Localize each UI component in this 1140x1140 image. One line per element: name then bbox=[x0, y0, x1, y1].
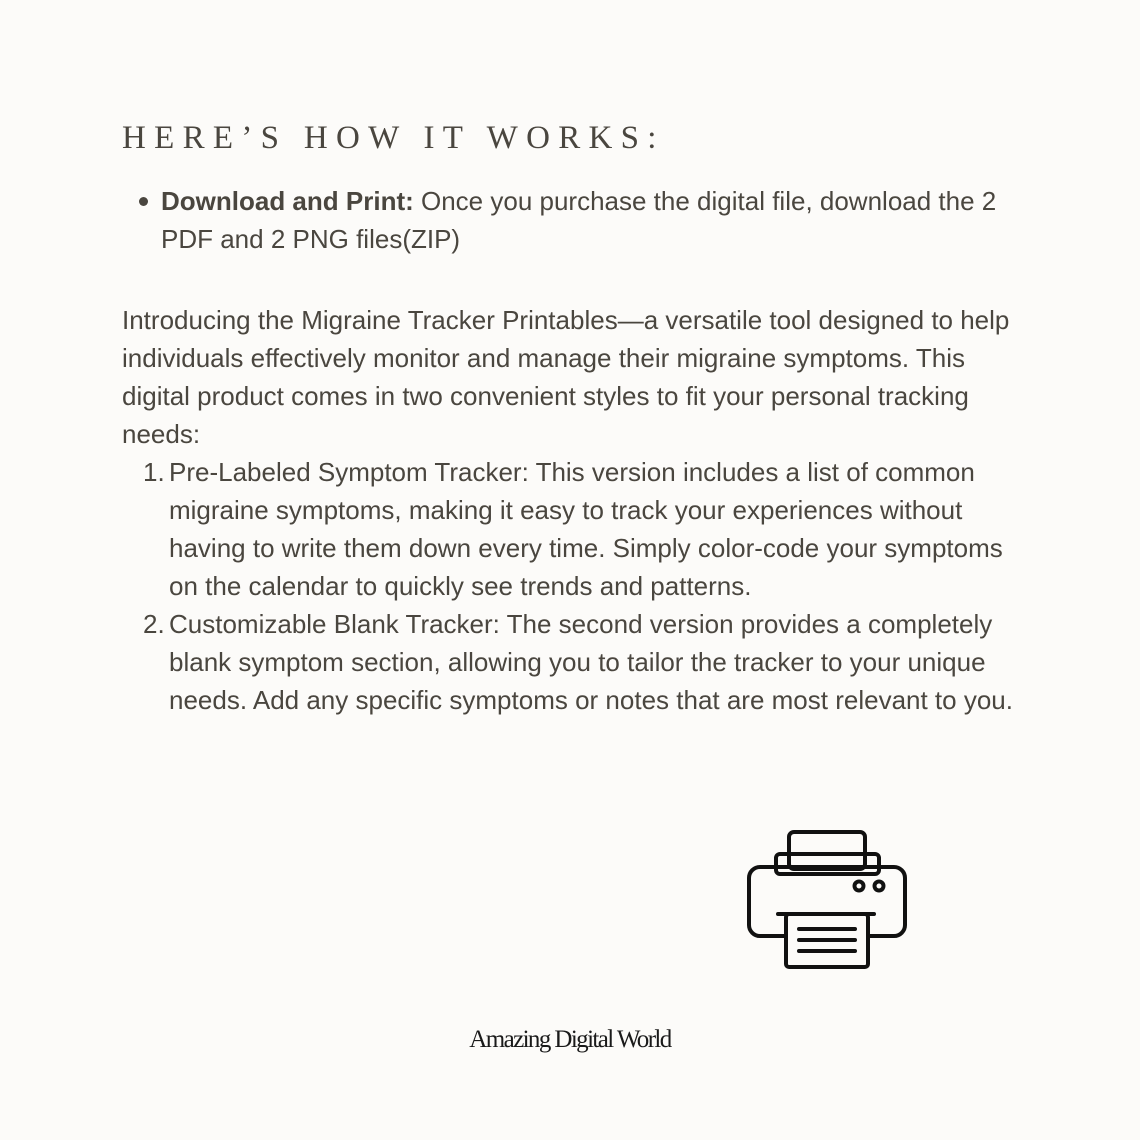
bullet-dot bbox=[139, 197, 148, 206]
list-number: 1. bbox=[143, 457, 165, 487]
brand-logo: Amazing Digital World bbox=[469, 1026, 671, 1053]
feature-list bbox=[122, 182, 1022, 258]
version-item-pre-labeled bbox=[122, 453, 1037, 605]
version-text: Pre-Labeled Symptom Tracker: This version includes a list of common migraine symptoms, making it easy to track your experiences without having to write them down every time. Simply color-code your symptoms on the calendar to quickly see trends and patterns. bbox=[169, 457, 1003, 601]
version-text: Customizable Blank Tracker: The second version provides a completely blank symptom section, allowing you to tailor the tracker to your unique needs. Add any specific symptoms or notes that are most relevant to you. bbox=[169, 609, 1013, 715]
version-list bbox=[122, 453, 1037, 719]
page-heading: HERE’S HOW IT WORKS: bbox=[122, 120, 665, 156]
feature-item-download bbox=[122, 182, 1022, 258]
printer-icon bbox=[746, 829, 908, 971]
version-item-blank bbox=[122, 605, 1037, 719]
intro-paragraph: Introducing the Migraine Tracker Printables—a versatile tool designed to help individuals effectively monitor and manage their migraine symptoms. This digital product comes in two convenient styles to fit your personal tracking needs: bbox=[122, 305, 1010, 449]
list-number: 2. bbox=[143, 609, 165, 639]
feature-text: Once you purchase the digital file, download the 2 PDF and 2 PNG files(ZIP) bbox=[161, 186, 997, 254]
feature-label: Download and Print: bbox=[161, 186, 414, 216]
